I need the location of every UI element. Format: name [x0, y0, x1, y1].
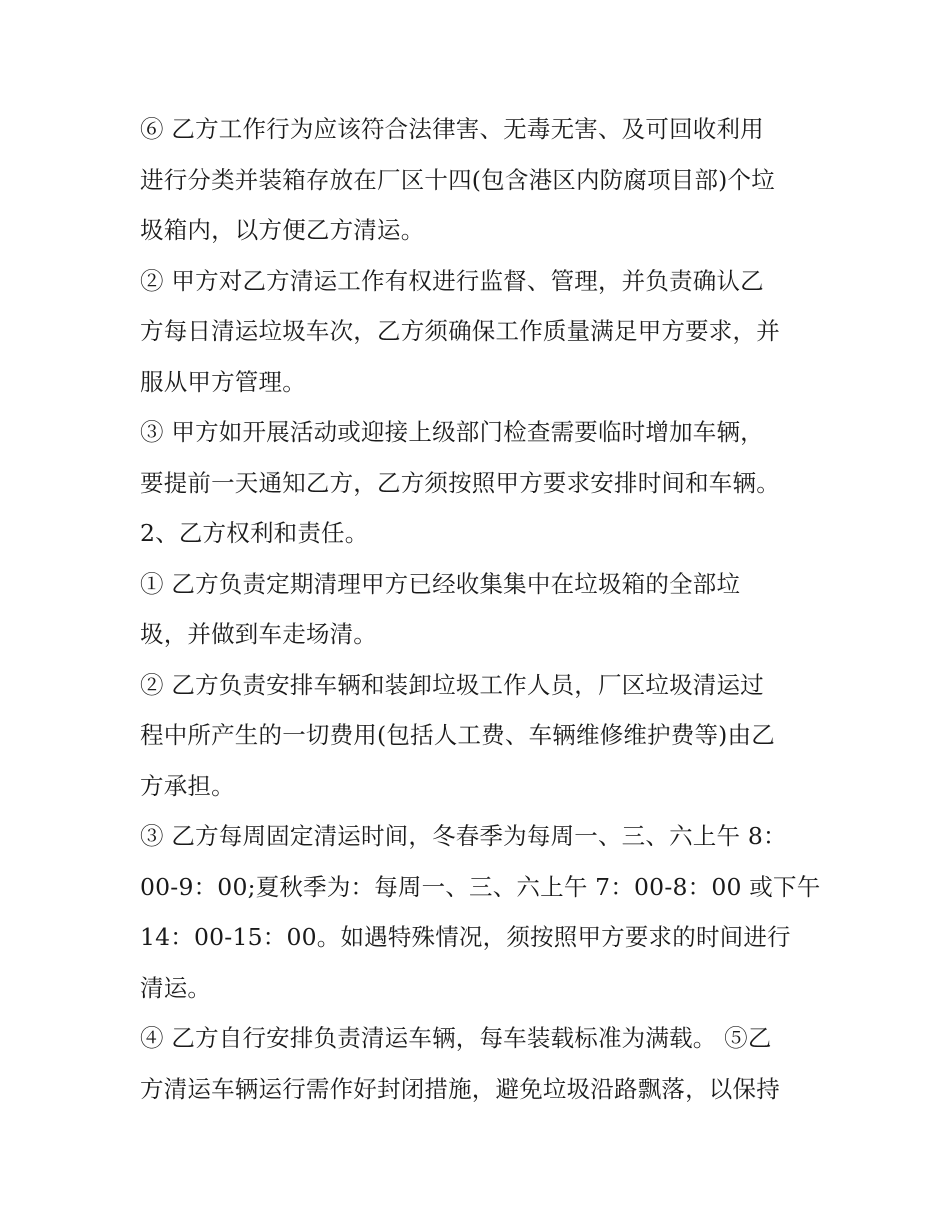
text-line: 圾箱内，以方便乙方清运。 [140, 216, 425, 244]
text-line: 00-9：00;夏秋季为：每周一、三、六上午 7：00-8：00 或下午 [140, 872, 821, 901]
text-line: 进行分类并装箱存放在厂区十四(包含港区内防腐项目部)个垃 [140, 165, 775, 194]
text-line: ② 乙方负责安排车辆和装卸垃圾工作人员，厂区垃圾清运过 [140, 670, 764, 699]
text-line: 服从甲方管理。 [140, 367, 306, 396]
text-line: 14：00-15：00。如遇特殊情况，须按照甲方要求的时间进行 [140, 923, 791, 951]
text-line: 圾，并做到车走场清。 [140, 620, 377, 648]
text-line: 要提前一天通知乙方，乙方须按照甲方要求安排时间和车辆。 [140, 468, 780, 497]
text-line: 程中所产生的一切费用(包括人工费、车辆维修维护费等)由乙 [140, 721, 775, 749]
text-line: ① 乙方负责定期清理甲方已经收集集中在垃圾箱的全部垃 [140, 569, 741, 598]
text-line: ② 甲方对乙方清运工作有权进行监督、管理，并负责确认乙 [140, 266, 764, 295]
text-line: ③ 甲方如开展活动或迎接上级部门检查需要临时增加车辆， [140, 418, 764, 446]
text-line: 清运。 [140, 973, 212, 1002]
contract-text-body [140, 104, 840, 1114]
text-line: 方清运车辆运行需作好封闭措施，避免垃圾沿路飘落，以保持 [140, 1074, 780, 1103]
section-heading: 2、乙方权利和责任。 [140, 519, 369, 547]
text-line: 方承担。 [140, 771, 235, 800]
text-line: ⑥ 乙方工作行为应该符合法律害、无毒无害、及可回收利用 [140, 115, 764, 143]
text-line: ③ 乙方每周固定清运时间，冬春季为每周一、三、六上午 8： [140, 822, 787, 850]
text-line: 方每日清运垃圾车次，乙方须确保工作质量满足甲方要求，并 [140, 317, 780, 345]
text-line: ④ 乙方自行安排负责清运车辆，每车装载标准为满载。 ⑤乙 [140, 1024, 772, 1052]
